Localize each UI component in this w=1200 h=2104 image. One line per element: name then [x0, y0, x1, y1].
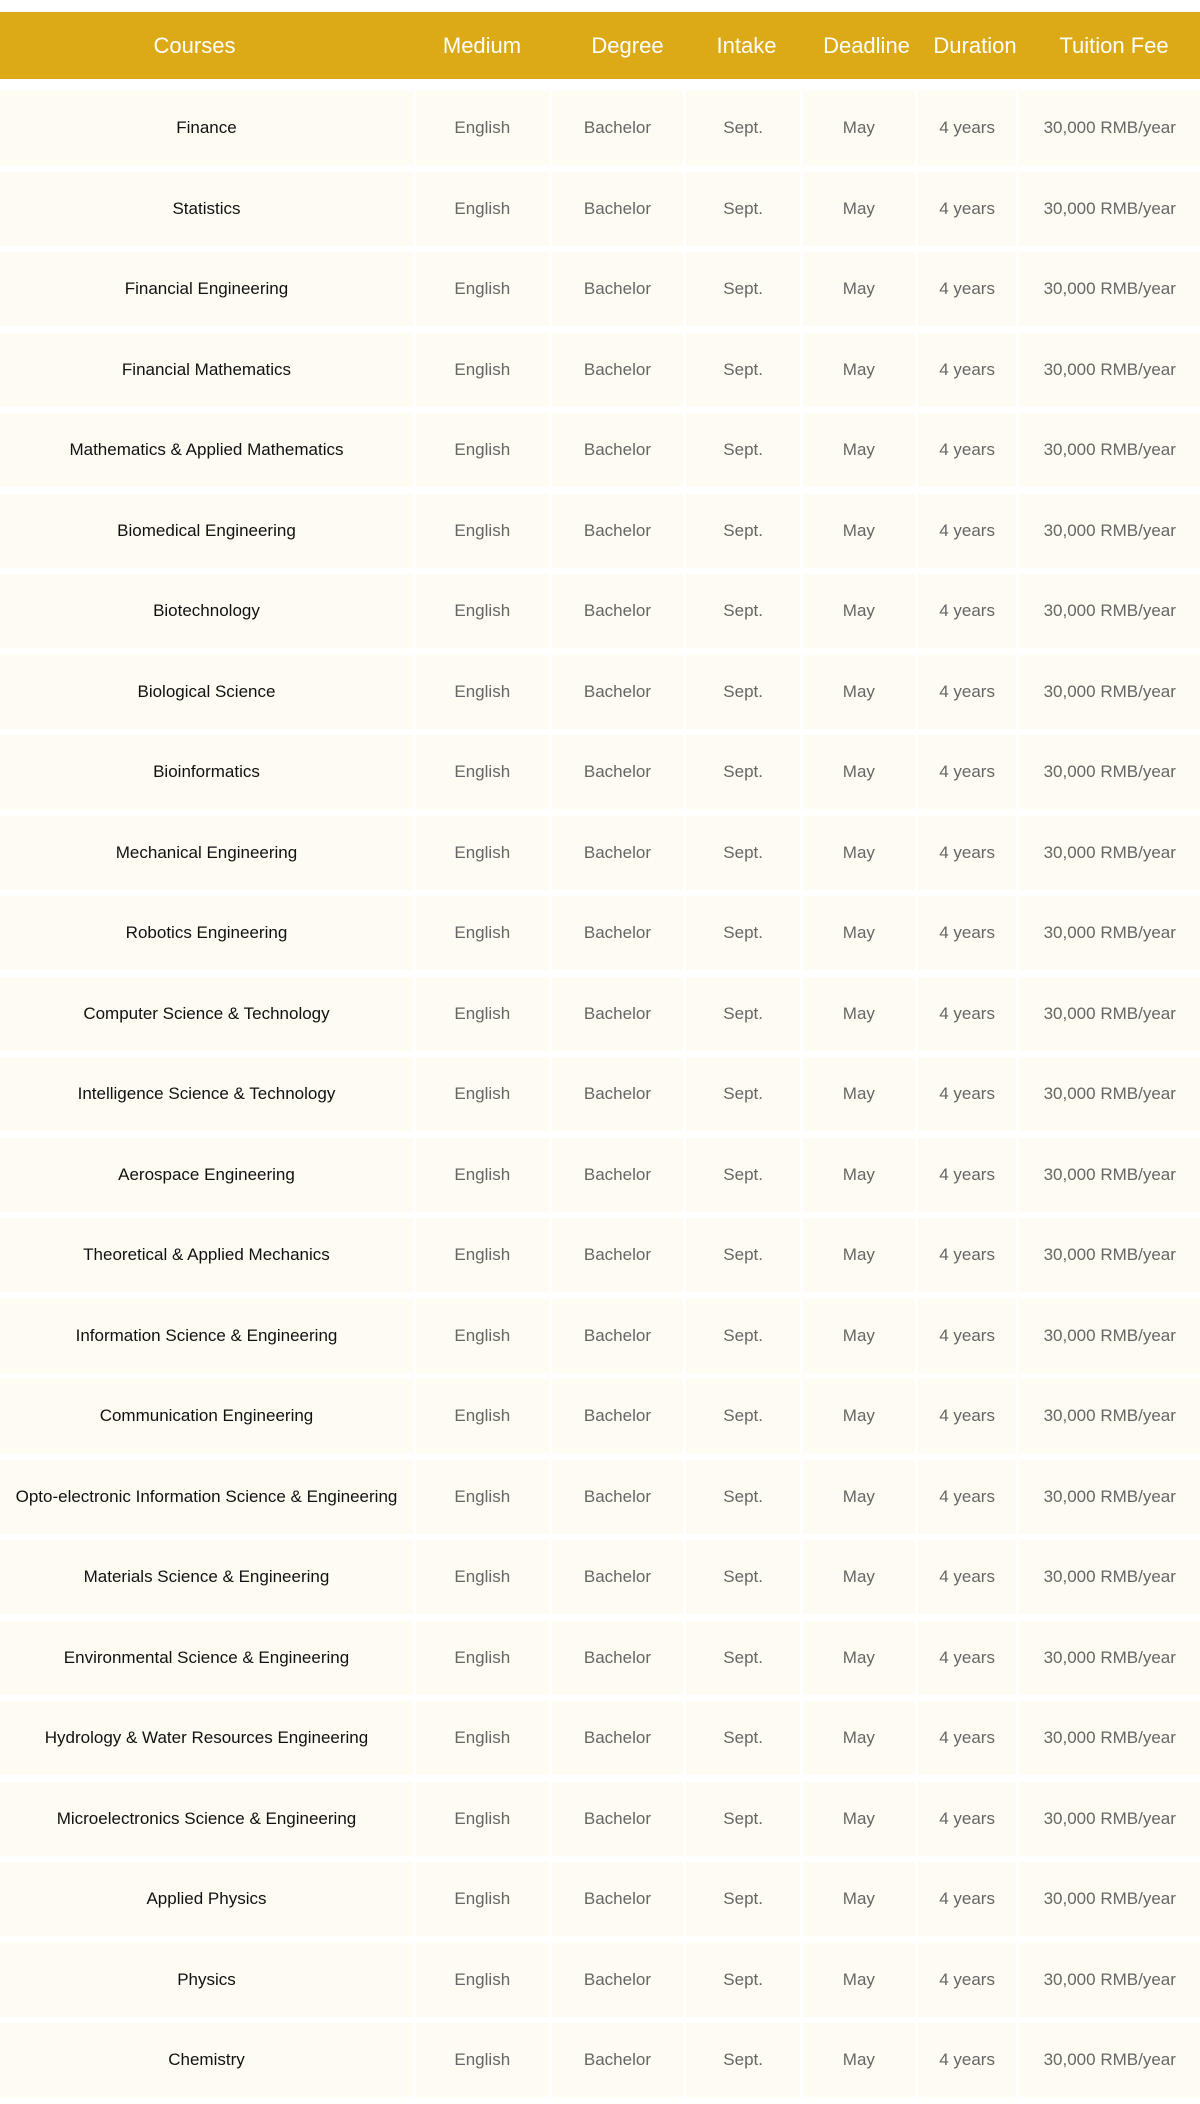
- cell-tuition-fee: 30,000 RMB/year: [1019, 1138, 1200, 1212]
- table-header: [0, 12, 1200, 79]
- cell-deadline: May: [803, 1621, 915, 1695]
- cell-degree: Bachelor: [552, 1540, 684, 1614]
- cell-duration: 4 years: [918, 333, 1017, 407]
- cell-medium: English: [416, 494, 549, 568]
- table-row: [0, 655, 1200, 729]
- cell-medium: English: [416, 1057, 549, 1131]
- cell-course: Biotechnology: [0, 574, 413, 648]
- table-row: [0, 816, 1200, 890]
- cell-deadline: May: [803, 413, 915, 487]
- cell-medium: English: [416, 91, 549, 165]
- cell-intake: Sept.: [686, 1540, 800, 1614]
- cell-tuition-fee: 30,000 RMB/year: [1019, 333, 1200, 407]
- cell-course: Financial Mathematics: [0, 333, 413, 407]
- table-body: [0, 91, 1200, 2097]
- cell-course: Opto-electronic Information Science & Engineering: [0, 1460, 413, 1534]
- cell-medium: English: [416, 333, 549, 407]
- table-row: [0, 1862, 1200, 1936]
- cell-medium: English: [416, 1943, 549, 2017]
- cell-course: Chemistry: [0, 2023, 413, 2097]
- cell-duration: 4 years: [918, 574, 1017, 648]
- cell-tuition-fee: 30,000 RMB/year: [1019, 735, 1200, 809]
- cell-degree: Bachelor: [552, 413, 684, 487]
- cell-deadline: May: [803, 735, 915, 809]
- table-row: [0, 735, 1200, 809]
- cell-course: Microelectronics Science & Engineering: [0, 1782, 413, 1856]
- cell-degree: Bachelor: [552, 816, 684, 890]
- cell-tuition-fee: 30,000 RMB/year: [1019, 1218, 1200, 1292]
- cell-tuition-fee: 30,000 RMB/year: [1019, 413, 1200, 487]
- cell-intake: Sept.: [686, 655, 800, 729]
- table-row: [0, 1299, 1200, 1373]
- cell-intake: Sept.: [686, 1218, 800, 1292]
- cell-intake: Sept.: [686, 1299, 800, 1373]
- cell-degree: Bachelor: [552, 91, 684, 165]
- cell-medium: English: [416, 574, 549, 648]
- cell-degree: Bachelor: [552, 896, 684, 970]
- cell-duration: 4 years: [918, 2023, 1017, 2097]
- cell-degree: Bachelor: [552, 494, 684, 568]
- cell-intake: Sept.: [686, 1862, 800, 1936]
- cell-course: Biological Science: [0, 655, 413, 729]
- cell-intake: Sept.: [686, 574, 800, 648]
- cell-intake: Sept.: [686, 413, 800, 487]
- cell-duration: 4 years: [918, 1299, 1017, 1373]
- cell-course: Hydrology & Water Resources Engineering: [0, 1701, 413, 1775]
- cell-tuition-fee: 30,000 RMB/year: [1019, 1540, 1200, 1614]
- cell-tuition-fee: 30,000 RMB/year: [1019, 91, 1200, 165]
- header-intake: Intake: [716, 32, 777, 58]
- cell-intake: Sept.: [686, 1057, 800, 1131]
- cell-duration: 4 years: [918, 735, 1017, 809]
- cell-duration: 4 years: [918, 896, 1017, 970]
- cell-tuition-fee: 30,000 RMB/year: [1019, 2023, 1200, 2097]
- header-duration: Duration: [933, 32, 1017, 58]
- cell-deadline: May: [803, 1379, 915, 1453]
- cell-medium: English: [416, 896, 549, 970]
- cell-tuition-fee: 30,000 RMB/year: [1019, 1701, 1200, 1775]
- courses-table: [0, 12, 1200, 2104]
- cell-tuition-fee: 30,000 RMB/year: [1019, 1621, 1200, 1695]
- cell-tuition-fee: 30,000 RMB/year: [1019, 977, 1200, 1051]
- table-row: [0, 1460, 1200, 1534]
- cell-course: Robotics Engineering: [0, 896, 413, 970]
- cell-intake: Sept.: [686, 2023, 800, 2097]
- cell-duration: 4 years: [918, 1862, 1017, 1936]
- cell-degree: Bachelor: [552, 1701, 684, 1775]
- cell-degree: Bachelor: [552, 252, 684, 326]
- cell-degree: Bachelor: [552, 1943, 684, 2017]
- cell-course: Mechanical Engineering: [0, 816, 413, 890]
- cell-deadline: May: [803, 1460, 915, 1534]
- cell-deadline: May: [803, 494, 915, 568]
- cell-degree: Bachelor: [552, 735, 684, 809]
- cell-intake: Sept.: [686, 91, 800, 165]
- cell-duration: 4 years: [918, 1943, 1017, 2017]
- cell-course: Environmental Science & Engineering: [0, 1621, 413, 1695]
- table-row: [0, 1138, 1200, 1212]
- cell-deadline: May: [803, 1701, 915, 1775]
- cell-duration: 4 years: [918, 1057, 1017, 1131]
- cell-tuition-fee: 30,000 RMB/year: [1019, 252, 1200, 326]
- cell-intake: Sept.: [686, 1621, 800, 1695]
- header-tuition-fee: Tuition Fee: [1059, 32, 1169, 58]
- cell-tuition-fee: 30,000 RMB/year: [1019, 896, 1200, 970]
- cell-duration: 4 years: [918, 816, 1017, 890]
- cell-tuition-fee: 30,000 RMB/year: [1019, 655, 1200, 729]
- table-row: [0, 977, 1200, 1051]
- cell-deadline: May: [803, 2023, 915, 2097]
- cell-degree: Bachelor: [552, 574, 684, 648]
- cell-tuition-fee: 30,000 RMB/year: [1019, 816, 1200, 890]
- table-row: [0, 494, 1200, 568]
- cell-deadline: May: [803, 1862, 915, 1936]
- cell-medium: English: [416, 1218, 549, 1292]
- cell-tuition-fee: 30,000 RMB/year: [1019, 172, 1200, 246]
- cell-medium: English: [416, 1138, 549, 1212]
- cell-deadline: May: [803, 1943, 915, 2017]
- cell-intake: Sept.: [686, 735, 800, 809]
- table-row: [0, 1218, 1200, 1292]
- cell-degree: Bachelor: [552, 1621, 684, 1695]
- cell-intake: Sept.: [686, 977, 800, 1051]
- table-row: [0, 91, 1200, 165]
- cell-duration: 4 years: [918, 91, 1017, 165]
- cell-medium: English: [416, 172, 549, 246]
- cell-course: Biomedical Engineering: [0, 494, 413, 568]
- cell-deadline: May: [803, 1218, 915, 1292]
- cell-deadline: May: [803, 1299, 915, 1373]
- cell-course: Bioinformatics: [0, 735, 413, 809]
- cell-duration: 4 years: [918, 655, 1017, 729]
- cell-degree: Bachelor: [552, 1057, 684, 1131]
- cell-medium: English: [416, 735, 549, 809]
- cell-course: Theoretical & Applied Mechanics: [0, 1218, 413, 1292]
- cell-deadline: May: [803, 172, 915, 246]
- cell-medium: English: [416, 1701, 549, 1775]
- cell-deadline: May: [803, 91, 915, 165]
- cell-tuition-fee: 30,000 RMB/year: [1019, 1862, 1200, 1936]
- cell-course: Statistics: [0, 172, 413, 246]
- cell-deadline: May: [803, 1138, 915, 1212]
- cell-degree: Bachelor: [552, 977, 684, 1051]
- cell-course: Physics: [0, 1943, 413, 2017]
- header-degree: Degree: [591, 32, 664, 58]
- cell-deadline: May: [803, 1540, 915, 1614]
- cell-duration: 4 years: [918, 1218, 1017, 1292]
- table-row: [0, 413, 1200, 487]
- cell-degree: Bachelor: [552, 172, 684, 246]
- cell-medium: English: [416, 1299, 549, 1373]
- cell-degree: Bachelor: [552, 1218, 684, 1292]
- cell-medium: English: [416, 816, 549, 890]
- cell-degree: Bachelor: [552, 1460, 684, 1534]
- cell-deadline: May: [803, 816, 915, 890]
- table-row: [0, 574, 1200, 648]
- cell-course: Communication Engineering: [0, 1379, 413, 1453]
- cell-course: Intelligence Science & Technology: [0, 1057, 413, 1131]
- cell-intake: Sept.: [686, 1460, 800, 1534]
- cell-deadline: May: [803, 1782, 915, 1856]
- header-deadline: Deadline: [823, 32, 910, 58]
- cell-deadline: May: [803, 333, 915, 407]
- cell-course: Computer Science & Technology: [0, 977, 413, 1051]
- cell-degree: Bachelor: [552, 1138, 684, 1212]
- cell-medium: English: [416, 1540, 549, 1614]
- table-row: [0, 1782, 1200, 1856]
- cell-medium: English: [416, 1782, 549, 1856]
- cell-duration: 4 years: [918, 1540, 1017, 1614]
- cell-tuition-fee: 30,000 RMB/year: [1019, 1782, 1200, 1856]
- cell-tuition-fee: 30,000 RMB/year: [1019, 1943, 1200, 2017]
- cell-medium: English: [416, 2023, 549, 2097]
- cell-duration: 4 years: [918, 252, 1017, 326]
- cell-medium: English: [416, 252, 549, 326]
- cell-tuition-fee: 30,000 RMB/year: [1019, 1460, 1200, 1534]
- header-courses: Courses: [153, 32, 236, 58]
- cell-duration: 4 years: [918, 172, 1017, 246]
- cell-deadline: May: [803, 977, 915, 1051]
- cell-intake: Sept.: [686, 1701, 800, 1775]
- cell-deadline: May: [803, 252, 915, 326]
- cell-duration: 4 years: [918, 1621, 1017, 1695]
- cell-course: Finance: [0, 91, 413, 165]
- cell-medium: English: [416, 1379, 549, 1453]
- cell-intake: Sept.: [686, 896, 800, 970]
- cell-medium: English: [416, 977, 549, 1051]
- cell-intake: Sept.: [686, 1782, 800, 1856]
- cell-tuition-fee: 30,000 RMB/year: [1019, 494, 1200, 568]
- cell-course: Applied Physics: [0, 1862, 413, 1936]
- cell-intake: Sept.: [686, 816, 800, 890]
- table-row: [0, 172, 1200, 246]
- cell-duration: 4 years: [918, 1782, 1017, 1856]
- cell-tuition-fee: 30,000 RMB/year: [1019, 1057, 1200, 1131]
- cell-duration: 4 years: [918, 1460, 1017, 1534]
- cell-degree: Bachelor: [552, 655, 684, 729]
- cell-intake: Sept.: [686, 494, 800, 568]
- table-row: [0, 333, 1200, 407]
- cell-degree: Bachelor: [552, 2023, 684, 2097]
- cell-intake: Sept.: [686, 1138, 800, 1212]
- cell-intake: Sept.: [686, 252, 800, 326]
- cell-deadline: May: [803, 1057, 915, 1131]
- cell-course: Mathematics & Applied Mathematics: [0, 413, 413, 487]
- cell-course: Information Science & Engineering: [0, 1299, 413, 1373]
- cell-intake: Sept.: [686, 333, 800, 407]
- cell-course: Aerospace Engineering: [0, 1138, 413, 1212]
- cell-medium: English: [416, 1621, 549, 1695]
- table-row: [0, 1379, 1200, 1453]
- cell-degree: Bachelor: [552, 1379, 684, 1453]
- cell-medium: English: [416, 1862, 549, 1936]
- cell-degree: Bachelor: [552, 1782, 684, 1856]
- cell-duration: 4 years: [918, 494, 1017, 568]
- header-medium: Medium: [442, 32, 522, 58]
- cell-tuition-fee: 30,000 RMB/year: [1019, 574, 1200, 648]
- cell-deadline: May: [803, 574, 915, 648]
- table-row: [0, 1701, 1200, 1775]
- table-row: [0, 1540, 1200, 1614]
- cell-medium: English: [416, 655, 549, 729]
- cell-duration: 4 years: [918, 1701, 1017, 1775]
- table-row: [0, 1943, 1200, 2017]
- cell-duration: 4 years: [918, 1379, 1017, 1453]
- table-row: [0, 1057, 1200, 1131]
- cell-medium: English: [416, 1460, 549, 1534]
- cell-medium: English: [416, 413, 549, 487]
- cell-deadline: May: [803, 896, 915, 970]
- cell-tuition-fee: 30,000 RMB/year: [1019, 1299, 1200, 1373]
- cell-intake: Sept.: [686, 1943, 800, 2017]
- table-row: [0, 896, 1200, 970]
- cell-degree: Bachelor: [552, 1862, 684, 1936]
- cell-degree: Bachelor: [552, 333, 684, 407]
- cell-course: Materials Science & Engineering: [0, 1540, 413, 1614]
- cell-intake: Sept.: [686, 1379, 800, 1453]
- table-row: [0, 2023, 1200, 2097]
- cell-tuition-fee: 30,000 RMB/year: [1019, 1379, 1200, 1453]
- cell-duration: 4 years: [918, 1138, 1017, 1212]
- cell-deadline: May: [803, 655, 915, 729]
- cell-course: Financial Engineering: [0, 252, 413, 326]
- cell-duration: 4 years: [918, 977, 1017, 1051]
- cell-degree: Bachelor: [552, 1299, 684, 1373]
- table-row: [0, 1621, 1200, 1695]
- table-row: [0, 252, 1200, 326]
- cell-intake: Sept.: [686, 172, 800, 246]
- cell-duration: 4 years: [918, 413, 1017, 487]
